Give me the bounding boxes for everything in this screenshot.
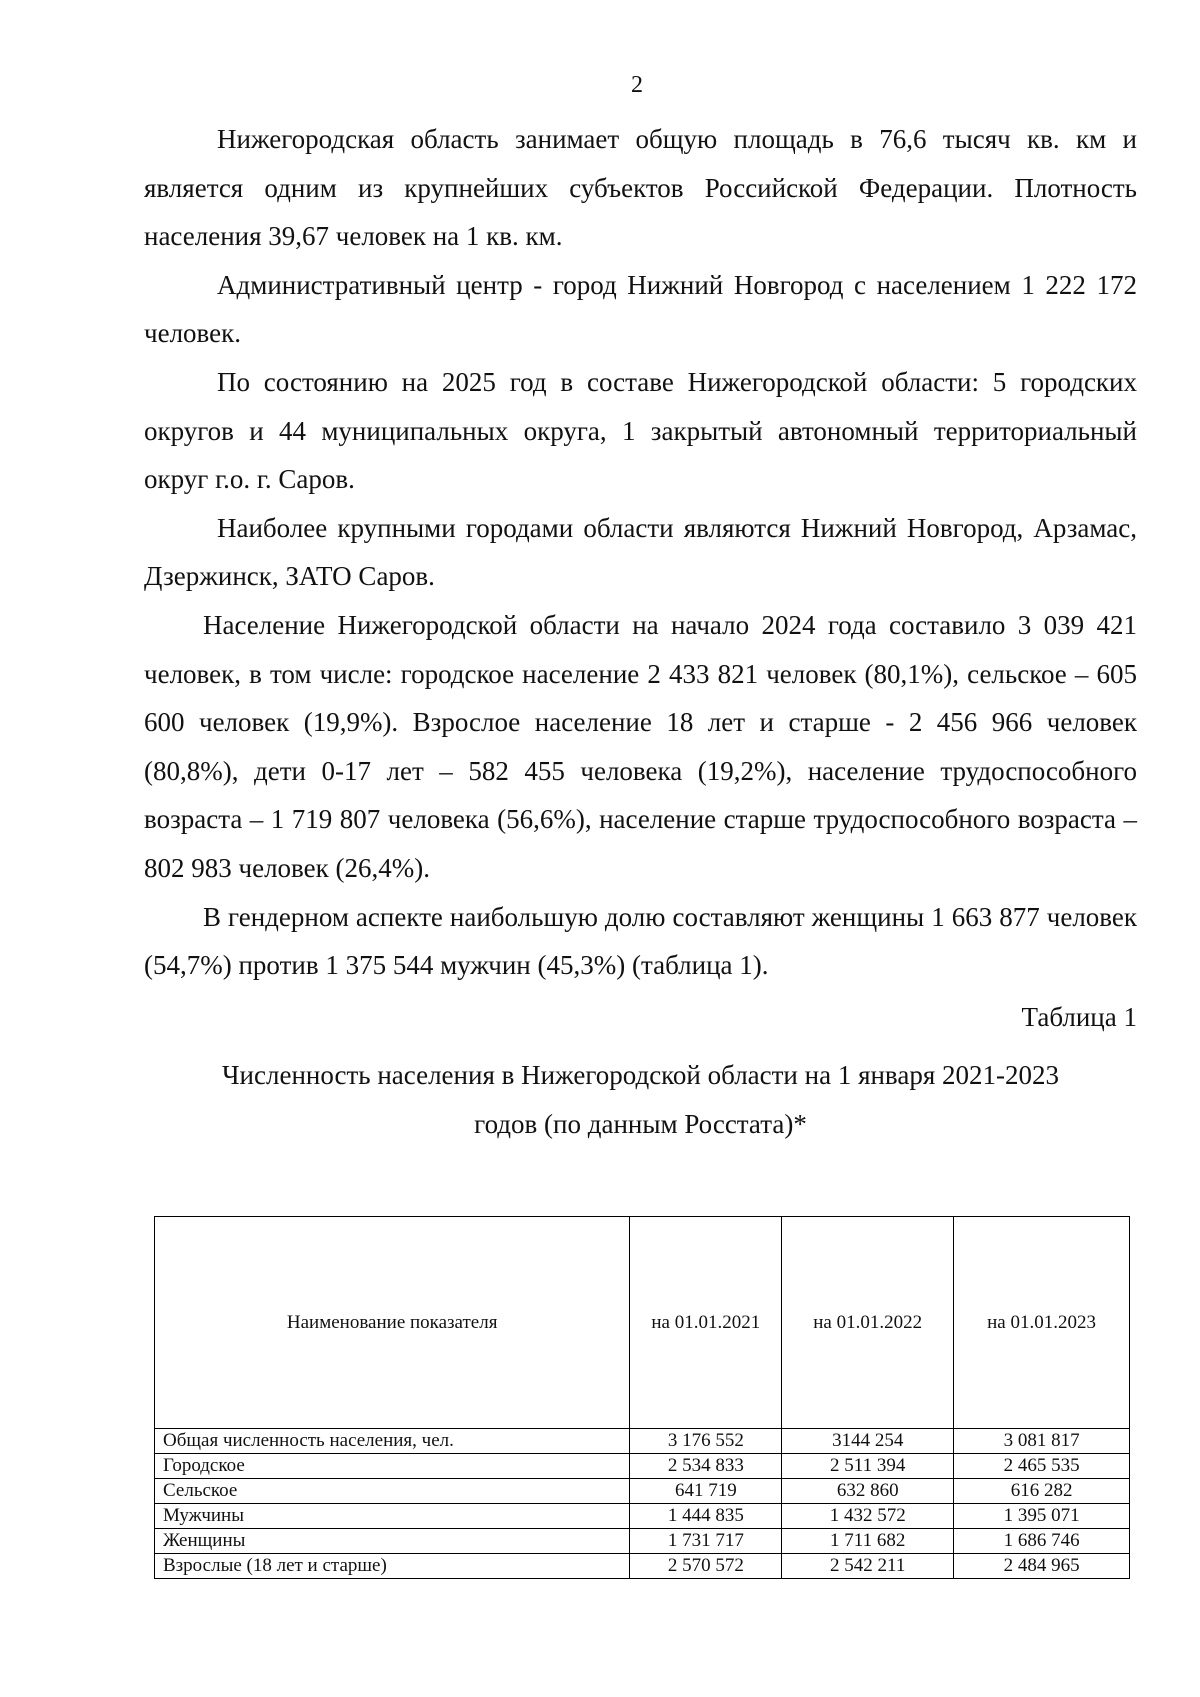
cell-2022: 1 432 572 bbox=[782, 1504, 954, 1529]
paragraph-area: Нижегородская область занимает общую площадь в 76,6 тысяч кв. км и является одним из крупнейших субъектов Российской Федерации. Плотность населения 39,67 человек на 1 кв. км. bbox=[144, 124, 1137, 252]
cell-2023: 1 686 746 bbox=[954, 1529, 1130, 1554]
row-label: Сельское bbox=[155, 1479, 630, 1504]
cell-2022: 2 542 211 bbox=[782, 1554, 954, 1579]
cell-2021: 1 444 835 bbox=[630, 1504, 782, 1529]
cell-2022: 1 711 682 bbox=[782, 1529, 954, 1554]
page-number: 2 bbox=[631, 72, 643, 98]
row-label: Городское bbox=[155, 1454, 630, 1479]
header-2021: на 01.01.2021 bbox=[630, 1217, 782, 1429]
paragraph-population: Население Нижегородской области на начало 2024 года составило 3 039 421 человек, в том числе: городское население 2 433 821 человек (80,1%), сельское – 605 600 человек (19,9%). Взрослое население 18 лет и старше - 2 456 966 человек (80,8%), дети 0-17 лет – 582 455 человека (19,2%), население трудоспособного возраста – 1 719 807 человека (56,6%), население старше трудоспособного возраста – 802 983 человек (26,4%). bbox=[144, 609, 1137, 883]
table-row bbox=[155, 1479, 1130, 1504]
table-caption bbox=[144, 1051, 1137, 1149]
cell-2021: 641 719 bbox=[630, 1479, 782, 1504]
table-row bbox=[155, 1454, 1130, 1479]
body-text bbox=[144, 115, 1137, 990]
table-row bbox=[155, 1429, 1130, 1454]
header-indicator-name: Наименование показателя bbox=[155, 1217, 630, 1429]
table-caption-line-1: Численность населения в Нижегородской области на 1 января 2021-2023 bbox=[222, 1060, 1059, 1090]
paragraph-largest-cities: Наиболее крупными городами области являются Нижний Новгород, Арзамас, Дзержинск, ЗАТО Саров. bbox=[144, 512, 1137, 592]
cell-2023: 2 465 535 bbox=[954, 1454, 1130, 1479]
table-label: Таблица 1 bbox=[1021, 1002, 1137, 1032]
cell-2021: 2 570 572 bbox=[630, 1554, 782, 1579]
paragraph-municipal-structure: По состоянию на 2025 год в составе Нижегородской области: 5 городских округов и 44 муниципальных округа, 1 закрытый автономный территориальный округ г.о. г. Саров. bbox=[144, 366, 1137, 495]
header-2022: на 01.01.2022 bbox=[782, 1217, 954, 1429]
table-row bbox=[155, 1529, 1130, 1554]
header-2023: на 01.01.2023 bbox=[954, 1217, 1130, 1429]
population-table bbox=[154, 1216, 1130, 1579]
cell-2022: 3144 254 bbox=[782, 1429, 954, 1454]
paragraph-capital: Административный центр - город Нижний Новгород с населением 1 222 172 человек. bbox=[144, 269, 1137, 349]
cell-2023: 616 282 bbox=[954, 1479, 1130, 1504]
table-header-row bbox=[155, 1217, 1130, 1429]
row-label: Мужчины bbox=[155, 1504, 630, 1529]
row-label: Взрослые (18 лет и старше) bbox=[155, 1554, 630, 1579]
cell-2023: 2 484 965 bbox=[954, 1554, 1130, 1579]
cell-2022: 2 511 394 bbox=[782, 1454, 954, 1479]
table-caption-line-2: годов (по данным Росстата)* bbox=[474, 1109, 807, 1139]
cell-2022: 632 860 bbox=[782, 1479, 954, 1504]
row-label: Общая численность населения, чел. bbox=[155, 1429, 630, 1454]
cell-2023: 1 395 071 bbox=[954, 1504, 1130, 1529]
cell-2021: 2 534 833 bbox=[630, 1454, 782, 1479]
cell-2021: 3 176 552 bbox=[630, 1429, 782, 1454]
table-row bbox=[155, 1554, 1130, 1579]
cell-2021: 1 731 717 bbox=[630, 1529, 782, 1554]
cell-2023: 3 081 817 bbox=[954, 1429, 1130, 1454]
table-row bbox=[155, 1504, 1130, 1529]
row-label: Женщины bbox=[155, 1529, 630, 1554]
paragraph-gender: В гендерном аспекте наибольшую долю составляют женщины 1 663 877 человек (54,7%) против 1 375 544 мужчин (45,3%) (таблица 1). bbox=[144, 901, 1137, 981]
